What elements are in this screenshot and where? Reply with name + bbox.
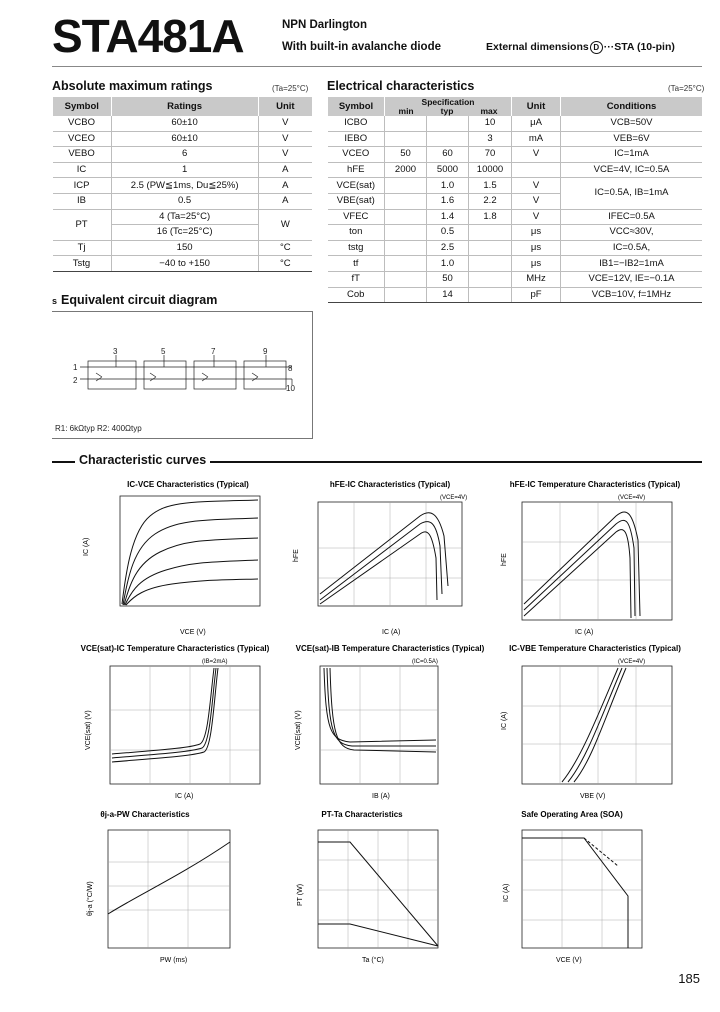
abs-unit: °C xyxy=(258,256,312,272)
x-axis-label: IC (A) xyxy=(575,629,594,636)
external-dimensions xyxy=(486,40,675,54)
x-axis-label: VBE (V) xyxy=(580,793,606,800)
elec-condition: IC=0.5A, xyxy=(561,240,703,256)
chart-hfe-ic-temp xyxy=(500,476,700,636)
elec-row xyxy=(328,240,703,256)
circuit-title-line xyxy=(52,293,217,309)
elec-max xyxy=(469,240,512,256)
y-axis-label: θj-a (°C/W) xyxy=(87,881,94,916)
col-symbol: Symbol xyxy=(53,97,112,116)
spec-label: Specification xyxy=(421,96,475,107)
elec-unit: V xyxy=(512,178,561,194)
chart-ic-vce xyxy=(80,476,280,636)
elec-title: Electrical characteristics xyxy=(327,79,475,93)
abs-row xyxy=(53,193,313,209)
elec-typ: 5000 xyxy=(427,162,469,178)
chart-note: (VCE=4V) xyxy=(618,659,646,665)
elec-max xyxy=(469,256,512,272)
elec-symbol: VCEO xyxy=(328,147,385,163)
abs-max-condition: (Ta=25°C) xyxy=(272,84,309,93)
elec-unit: μs xyxy=(512,225,561,241)
abs-value: 60±10 xyxy=(111,116,258,131)
elec-unit: V xyxy=(512,193,561,209)
x-axis-label: Ta (°C) xyxy=(362,957,384,964)
curves-title: Characteristic curves xyxy=(75,453,210,467)
elec-symbol: VCE(sat) xyxy=(328,178,385,194)
chart-hfe-ic xyxy=(290,476,490,636)
x-axis-label: VCE (V) xyxy=(556,957,582,964)
abs-row xyxy=(53,178,313,194)
y-axis-label: hFE xyxy=(293,549,300,562)
chart-vcesat-ib-temp xyxy=(290,640,490,800)
elec-condition: VCE=4V, IC=0.5A xyxy=(561,162,703,178)
elec-min xyxy=(385,271,427,287)
chart-title: θj-a-PW Characteristics xyxy=(100,810,190,819)
abs-symbol: IC xyxy=(53,162,112,178)
page-number: 185 xyxy=(678,971,700,986)
spec-typ: typ xyxy=(440,105,454,116)
chart-note: (VCE=4V) xyxy=(440,495,468,501)
elec-unit: mA xyxy=(512,131,561,147)
y-axis-label: IC (A) xyxy=(501,711,508,730)
elec-typ xyxy=(427,131,469,147)
elec-typ: 1.4 xyxy=(427,209,469,225)
abs-value: 2.5 (PW≦1ms, Du≦25%) xyxy=(111,178,258,194)
abs-value: −40 to +150 xyxy=(111,256,258,272)
y-axis-label: IC (A) xyxy=(83,537,90,556)
elec-typ xyxy=(427,116,469,131)
elec-unit xyxy=(512,162,561,178)
elec-min xyxy=(385,287,427,303)
elec-unit: μA xyxy=(512,116,561,131)
abs-value: 60±10 xyxy=(111,131,258,147)
abs-max-table xyxy=(52,97,312,272)
elec-typ: 50 xyxy=(427,271,469,287)
abs-value: 16 (Tc=25°C) xyxy=(111,225,258,241)
equivalent-circuit-diagram xyxy=(52,311,312,437)
elec-row xyxy=(328,116,703,131)
header-rule xyxy=(52,66,702,67)
elec-max: 3 xyxy=(469,131,512,147)
elec-row xyxy=(328,256,703,272)
elec-row xyxy=(328,178,703,194)
elec-symbol: VFEC xyxy=(328,209,385,225)
elec-min xyxy=(385,256,427,272)
elec-min xyxy=(385,193,427,209)
elec-condition: IB1=−IB2=1mA xyxy=(561,256,703,272)
elec-condition: IFEC=0.5A xyxy=(561,209,703,225)
chart-title: IC-VBE Temperature Characteristics (Typical) xyxy=(509,644,681,653)
elec-symbol: tf xyxy=(328,256,385,272)
abs-value: 150 xyxy=(111,240,258,256)
pin-3: 3 xyxy=(113,347,118,356)
elec-typ: 60 xyxy=(427,147,469,163)
elec-min xyxy=(385,116,427,131)
chart-soa xyxy=(500,806,700,966)
elec-unit: MHz xyxy=(512,271,561,287)
elec-symbol: hFE xyxy=(328,162,385,178)
abs-unit: °C xyxy=(258,240,312,256)
col-symbol: Symbol xyxy=(328,97,385,116)
elec-condition: VCE=12V, IE=−0.1A xyxy=(561,271,703,287)
elec-row xyxy=(328,287,703,303)
abs-symbol: ICP xyxy=(53,178,112,194)
elec-symbol: tstg xyxy=(328,240,385,256)
chart-note: (IC=0.5A) xyxy=(412,659,438,665)
chart-title: IC-VCE Characteristics (Typical) xyxy=(127,480,249,489)
col-conditions: Conditions xyxy=(561,97,703,116)
ext-dim-package: ···STA (10-pin) xyxy=(603,41,675,53)
elec-symbol: IEBO xyxy=(328,131,385,147)
abs-unit: A xyxy=(258,193,312,209)
chart-note: (IB=2mA) xyxy=(202,659,228,665)
elec-condition: IC=1mA xyxy=(561,147,703,163)
chart-note: (VCE=4V) xyxy=(618,495,646,501)
col-unit: Unit xyxy=(258,97,312,116)
elec-unit: V xyxy=(512,147,561,163)
elec-row xyxy=(328,131,703,147)
device-feature: With built-in avalanche diode xyxy=(282,41,441,53)
elec-typ: 0.5 xyxy=(427,225,469,241)
elec-row xyxy=(328,271,703,287)
y-axis-label: VCE(sat) (V) xyxy=(85,710,92,750)
abs-value: 1 xyxy=(111,162,258,178)
x-axis-label: PW (ms) xyxy=(160,957,188,964)
y-axis-label: hFE xyxy=(501,553,508,566)
abs-row xyxy=(53,147,313,163)
elec-unit: μs xyxy=(512,256,561,272)
elec-typ: 1.0 xyxy=(427,256,469,272)
abs-row xyxy=(53,131,313,147)
y-axis-label: IC (A) xyxy=(503,883,510,902)
x-axis-label: IC (A) xyxy=(175,793,194,800)
abs-symbol: PT xyxy=(53,209,112,240)
elec-unit: V xyxy=(512,209,561,225)
abs-symbol: Tstg xyxy=(53,256,112,272)
elec-row xyxy=(328,225,703,241)
elec-min xyxy=(385,209,427,225)
elec-condition: (Ta=25°C) xyxy=(668,84,705,93)
elec-condition: VCB=50V xyxy=(561,116,703,131)
abs-symbol: Tj xyxy=(53,240,112,256)
elec-row xyxy=(328,162,703,178)
elec-typ: 1.0 xyxy=(427,178,469,194)
chart-vcesat-ic-temp xyxy=(80,640,280,800)
abs-value: 4 (Ta=25°C) xyxy=(111,209,258,225)
elec-condition: VCC≈30V, xyxy=(561,225,703,241)
pin-8: 8 xyxy=(288,364,293,373)
abs-row xyxy=(53,240,313,256)
x-axis-label: IB (A) xyxy=(372,793,390,800)
abs-row xyxy=(53,209,313,225)
chart-pt-ta xyxy=(290,806,490,966)
ext-dim-label: External dimensions xyxy=(486,41,589,53)
chart-title: Safe Operating Area (SOA) xyxy=(521,810,623,819)
elec-min: 50 xyxy=(385,147,427,163)
circuit-title: Equivalent circuit diagram xyxy=(61,293,218,307)
col-unit: Unit xyxy=(512,97,561,116)
abs-unit: V xyxy=(258,147,312,163)
y-axis-label: PT (W) xyxy=(297,883,304,906)
elec-typ: 1.6 xyxy=(427,193,469,209)
abs-symbol: VCBO xyxy=(53,116,112,131)
elec-min xyxy=(385,240,427,256)
pin-2: 2 xyxy=(73,376,78,385)
elec-unit: pF xyxy=(512,287,561,303)
elec-min xyxy=(385,225,427,241)
col-spec xyxy=(385,97,512,116)
chart-theta-pw xyxy=(80,806,280,966)
abs-max-title: Absolute maximum ratings xyxy=(52,79,213,93)
elec-max xyxy=(469,271,512,287)
abs-symbol: IB xyxy=(53,193,112,209)
abs-value: 6 xyxy=(111,147,258,163)
elec-row xyxy=(328,147,703,163)
elec-max: 70 xyxy=(469,147,512,163)
elec-symbol: Cob xyxy=(328,287,385,303)
abs-symbol: VCEO xyxy=(53,131,112,147)
part-number: STA481A xyxy=(52,10,244,62)
chart-title: PT-Ta Characteristics xyxy=(321,810,403,819)
elec-max: 10 xyxy=(469,116,512,131)
chart-title: VCE(sat)-IC Temperature Characteristics (Typical) xyxy=(80,644,270,653)
elec-max xyxy=(469,225,512,241)
abs-unit: A xyxy=(258,178,312,194)
abs-row xyxy=(53,256,313,272)
abs-unit: V xyxy=(258,116,312,131)
elec-symbol: VBE(sat) xyxy=(328,193,385,209)
abs-symbol: VEBO xyxy=(53,147,112,163)
pin-5: 5 xyxy=(161,347,166,356)
spec-max: max xyxy=(480,105,498,116)
elec-min: 2000 xyxy=(385,162,427,178)
elec-symbol: fT xyxy=(328,271,385,287)
package-mark-icon: D xyxy=(590,41,603,54)
elec-max xyxy=(469,287,512,303)
x-axis-label: VCE (V) xyxy=(180,629,206,636)
elec-condition: VEB=6V xyxy=(561,131,703,147)
abs-row xyxy=(53,162,313,178)
elec-max: 1.5 xyxy=(469,178,512,194)
x-axis-label: IC (A) xyxy=(382,629,401,636)
pin-7: 7 xyxy=(211,347,216,356)
pin-10: 10 xyxy=(286,384,295,393)
device-type: NPN Darlington xyxy=(282,19,367,31)
abs-unit: W xyxy=(258,209,312,240)
elec-max: 1.8 xyxy=(469,209,512,225)
abs-row xyxy=(53,116,313,131)
pin-1: 1 xyxy=(73,363,78,372)
circuit-marker: s xyxy=(52,296,58,306)
elec-min xyxy=(385,178,427,194)
col-ratings: Ratings xyxy=(111,97,258,116)
elec-max: 2.2 xyxy=(469,193,512,209)
elec-table xyxy=(327,97,702,303)
chart-title: hFE-IC Temperature Characteristics (Typical) xyxy=(509,480,681,489)
elec-condition: VCB=10V, f=1MHz xyxy=(561,287,703,303)
elec-symbol: ton xyxy=(328,225,385,241)
elec-symbol: ICBO xyxy=(328,116,385,131)
resistor-note: R1: 6kΩtyp R2: 400Ωtyp xyxy=(55,424,142,433)
spec-min: min xyxy=(398,105,414,116)
elec-typ: 14 xyxy=(427,287,469,303)
elec-min xyxy=(385,131,427,147)
elec-row xyxy=(328,209,703,225)
pin-9: 9 xyxy=(263,347,268,356)
elec-max: 10000 xyxy=(469,162,512,178)
chart-ic-vbe-temp xyxy=(500,640,700,800)
chart-title: hFE-IC Characteristics (Typical) xyxy=(329,480,451,489)
elec-condition: IC=0.5A, IB=1mA xyxy=(561,178,703,209)
abs-value: 0.5 xyxy=(111,193,258,209)
y-axis-label: VCE(sat) (V) xyxy=(295,710,302,750)
abs-unit: V xyxy=(258,131,312,147)
abs-unit: A xyxy=(258,162,312,178)
elec-typ: 2.5 xyxy=(427,240,469,256)
chart-title: VCE(sat)-IB Temperature Characteristics (Typical) xyxy=(295,644,485,653)
elec-unit: μs xyxy=(512,240,561,256)
